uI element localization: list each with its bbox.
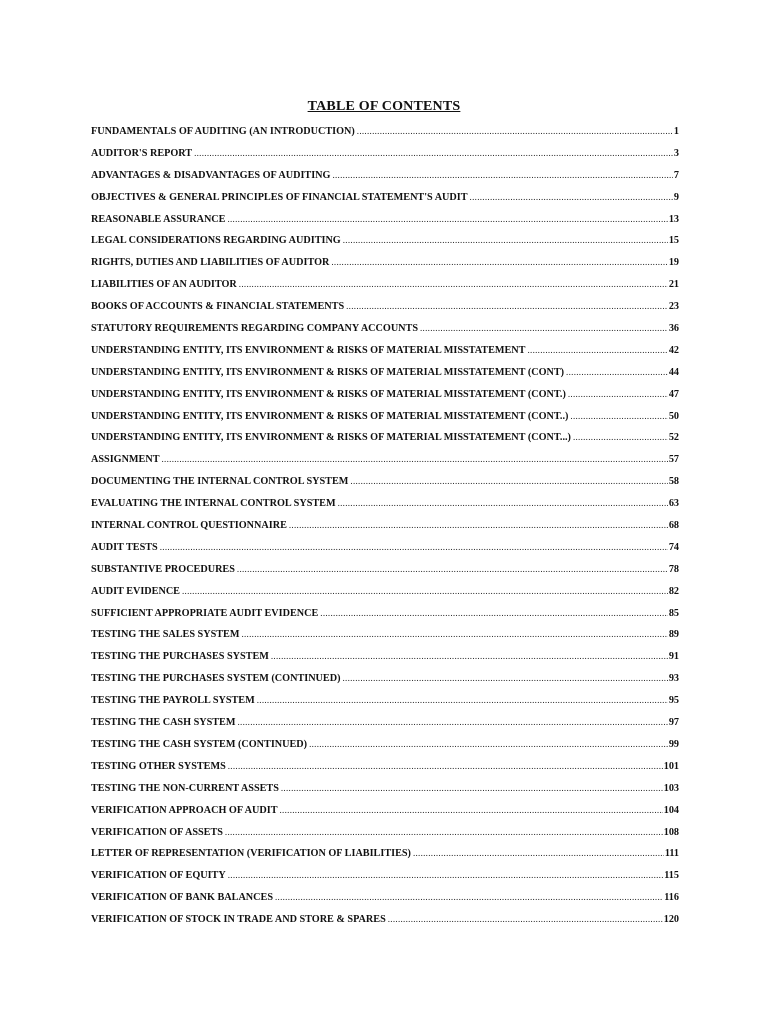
toc-entry-title: VERIFICATION OF STOCK IN TRADE AND STORE & SPARES <box>91 914 386 926</box>
toc-entry-page-number: 74 <box>668 541 679 553</box>
toc-entry-page-number: 13 <box>668 213 679 225</box>
toc-entry[interactable] <box>91 212 679 234</box>
toc-dot-leader <box>228 759 663 774</box>
toc-entry-title: VERIFICATION APPROACH OF AUDIT <box>91 804 278 816</box>
toc-entry-page-number: 99 <box>668 738 679 750</box>
toc-entry-page-number: 120 <box>663 914 679 926</box>
toc-entry[interactable] <box>91 868 679 890</box>
toc-entry-title: LIABILITIES OF AN AUDITOR <box>91 279 237 291</box>
toc-entry-title: UNDERSTANDING ENTITY, ITS ENVIRONMENT & RISKS OF MATERIAL MISSTATEMENT <box>91 344 526 356</box>
toc-entry-title: SUFFICIENT APPROPRIATE AUDIT EVIDENCE <box>91 607 319 619</box>
toc-entry-page-number: 50 <box>668 410 679 422</box>
toc-entry-page-number: 1 <box>673 126 679 137</box>
toc-entry-title: TESTING OTHER SYSTEMS <box>91 760 226 772</box>
toc-dot-leader <box>350 474 667 489</box>
toc-entry[interactable] <box>91 759 679 781</box>
toc-dot-leader <box>275 890 663 905</box>
toc-entry[interactable] <box>91 627 679 649</box>
toc-entry-page-number: 89 <box>668 629 679 641</box>
toc-entry[interactable] <box>91 715 679 737</box>
toc-entry-page-number: 93 <box>668 673 679 685</box>
toc-entry[interactable] <box>91 343 679 365</box>
toc-entry-title: DOCUMENTING THE INTERNAL CONTROL SYSTEM <box>91 476 349 488</box>
toc-entry-title: TESTING THE CASH SYSTEM (CONTINUED) <box>91 738 308 750</box>
toc-entry-title: UNDERSTANDING ENTITY, ITS ENVIRONMENT & RISKS OF MATERIAL MISSTATEMENT (CONT) <box>91 366 565 378</box>
toc-entry[interactable] <box>91 912 679 934</box>
toc-entry-title: EVALUATING THE INTERNAL CONTROL SYSTEM <box>91 498 336 510</box>
toc-entry-title: AUDIT EVIDENCE <box>91 585 180 597</box>
toc-entry[interactable] <box>91 584 679 606</box>
toc-entry[interactable] <box>91 430 679 452</box>
toc-dot-leader <box>566 365 668 380</box>
toc-entry-title: FUNDAMENTALS OF AUDITING (AN INTRODUCTION) <box>91 126 355 137</box>
toc-entry[interactable] <box>91 562 679 584</box>
toc-entry-page-number: 108 <box>663 826 679 838</box>
toc-entry-page-number: 63 <box>668 498 679 510</box>
toc-dot-leader <box>332 168 672 183</box>
toc-entry-page-number: 44 <box>668 366 679 378</box>
toc-dot-leader <box>331 255 667 270</box>
toc-entry[interactable] <box>91 803 679 825</box>
toc-dot-leader <box>309 737 668 752</box>
toc-entry-page-number: 91 <box>668 651 679 663</box>
toc-entry[interactable] <box>91 693 679 715</box>
toc-entry-title: TESTING THE PAYROLL SYSTEM <box>91 695 255 707</box>
toc-entry[interactable] <box>91 387 679 409</box>
toc-dot-leader <box>568 387 668 402</box>
toc-entry-page-number: 104 <box>663 804 679 816</box>
toc-entry[interactable] <box>91 540 679 562</box>
toc-entry[interactable] <box>91 255 679 277</box>
toc-entry-page-number: 36 <box>668 323 679 335</box>
toc-entry-title: INTERNAL CONTROL QUESTIONNAIRE <box>91 520 287 532</box>
toc-dot-leader <box>239 277 668 292</box>
toc-entry[interactable] <box>91 649 679 671</box>
toc-dot-leader <box>182 584 668 599</box>
toc-entry[interactable] <box>91 846 679 868</box>
toc-entry-title: TESTING THE SALES SYSTEM <box>91 629 240 641</box>
toc-list <box>91 124 679 934</box>
toc-entry-title: TESTING THE PURCHASES SYSTEM (CONTINUED) <box>91 673 341 685</box>
toc-dot-leader <box>342 671 667 686</box>
toc-entry-page-number: 21 <box>668 279 679 291</box>
toc-entry-title: ASSIGNMENT <box>91 454 160 466</box>
toc-entry-title: VERIFICATION OF BANK BALANCES <box>91 892 273 904</box>
toc-entry-title: TESTING THE NON-CURRENT ASSETS <box>91 782 279 794</box>
toc-dot-leader <box>160 540 668 555</box>
toc-entry-page-number: 52 <box>668 432 679 444</box>
toc-entry[interactable] <box>91 496 679 518</box>
toc-dot-leader <box>388 912 663 927</box>
page-title: TABLE OF CONTENTS <box>307 99 461 114</box>
toc-entry-page-number: 97 <box>668 717 679 729</box>
toc-entry-page-number: 23 <box>668 301 679 313</box>
toc-dot-leader <box>271 649 668 664</box>
toc-entry[interactable] <box>91 146 679 168</box>
toc-entry-page-number: 3 <box>673 147 679 159</box>
toc-entry[interactable] <box>91 518 679 540</box>
toc-dot-leader <box>570 409 667 424</box>
toc-entry-title: TESTING THE PURCHASES SYSTEM <box>91 651 269 663</box>
toc-dot-leader <box>420 321 668 336</box>
toc-entry-page-number: 101 <box>663 760 679 772</box>
toc-entry-page-number: 103 <box>663 782 679 794</box>
toc-entry[interactable] <box>91 124 679 146</box>
toc-entry-page-number: 7 <box>673 169 679 181</box>
toc-entry-title: LEGAL CONSIDERATIONS REGARDING AUDITING <box>91 235 341 247</box>
toc-dot-leader <box>257 693 668 708</box>
toc-entry[interactable] <box>91 671 679 693</box>
toc-entry-page-number: 15 <box>668 235 679 247</box>
toc-entry-page-number: 111 <box>664 848 679 860</box>
toc-entry-title: SUBSTANTIVE PROCEDURES <box>91 563 235 575</box>
toc-dot-leader <box>357 124 673 139</box>
toc-dot-leader <box>289 518 668 533</box>
toc-entry[interactable] <box>91 321 679 343</box>
toc-dot-leader <box>320 606 668 621</box>
toc-entry[interactable] <box>91 233 679 255</box>
toc-dot-leader <box>346 299 668 314</box>
toc-entry-page-number: 42 <box>668 344 679 356</box>
toc-dot-leader <box>241 627 667 642</box>
toc-entry[interactable] <box>91 452 679 474</box>
toc-entry[interactable] <box>91 190 679 212</box>
toc-entry-page-number: 68 <box>668 520 679 532</box>
toc-entry-title: TESTING THE CASH SYSTEM <box>91 717 236 729</box>
toc-dot-leader <box>225 825 663 840</box>
toc-entry[interactable] <box>91 606 679 628</box>
toc-entry-title: ADVANTAGES & DISADVANTAGES OF AUDITING <box>91 169 331 181</box>
toc-entry-title: REASONABLE ASSURANCE <box>91 213 226 225</box>
toc-dot-leader <box>338 496 668 511</box>
toc-dot-leader <box>413 846 664 861</box>
toc-entry[interactable] <box>91 168 679 190</box>
toc-entry[interactable] <box>91 365 679 387</box>
toc-entry-title: UNDERSTANDING ENTITY, ITS ENVIRONMENT & RISKS OF MATERIAL MISSTATEMENT (CONT...) <box>91 432 571 444</box>
toc-entry[interactable] <box>91 737 679 759</box>
toc-entry[interactable] <box>91 277 679 299</box>
toc-entry-page-number: 19 <box>668 257 679 269</box>
toc-dot-leader <box>527 343 667 358</box>
toc-entry-page-number: 85 <box>668 607 679 619</box>
toc-dot-leader <box>194 146 673 161</box>
toc-entry-title: BOOKS OF ACCOUNTS & FINANCIAL STATEMENTS <box>91 301 345 313</box>
toc-dot-leader <box>227 212 667 227</box>
toc-dot-leader <box>228 868 664 883</box>
toc-dot-leader <box>343 233 668 248</box>
toc-entry-title: UNDERSTANDING ENTITY, ITS ENVIRONMENT & RISKS OF MATERIAL MISSTATEMENT (CONT.) <box>91 388 566 400</box>
toc-dot-leader <box>281 781 663 796</box>
toc-entry-page-number: 9 <box>673 191 679 203</box>
toc-dot-leader <box>237 562 668 577</box>
toc-entry[interactable] <box>91 890 679 912</box>
toc-entry[interactable] <box>91 409 679 431</box>
toc-entry[interactable] <box>91 781 679 803</box>
toc-dot-leader <box>162 452 668 467</box>
toc-entry-page-number: 82 <box>668 585 679 597</box>
toc-dot-leader <box>237 715 667 730</box>
toc-entry-page-number: 95 <box>668 695 679 707</box>
toc-entry-title: STATUTORY REQUIREMENTS REGARDING COMPANY ACCOUNTS <box>91 323 418 335</box>
toc-entry-title: UNDERSTANDING ENTITY, ITS ENVIRONMENT & RISKS OF MATERIAL MISSTATEMENT (CONT..) <box>91 410 569 422</box>
toc-entry-title: LETTER OF REPRESENTATION (VERIFICATION OF LIABILITIES) <box>91 848 411 860</box>
toc-dot-leader <box>470 190 673 205</box>
toc-entry-title: VERIFICATION OF EQUITY <box>91 870 226 882</box>
toc-entry-title: AUDIT TESTS <box>91 541 158 553</box>
toc-entry-page-number: 47 <box>668 388 679 400</box>
toc-entry[interactable] <box>91 825 679 847</box>
toc-entry-page-number: 57 <box>668 454 679 466</box>
toc-dot-leader <box>573 430 668 445</box>
toc-entry[interactable] <box>91 299 679 321</box>
toc-entry[interactable] <box>91 474 679 496</box>
toc-entry-page-number: 58 <box>668 476 679 488</box>
toc-entry-title: RIGHTS, DUTIES AND LIABILITIES OF AUDITOR <box>91 257 330 269</box>
toc-entry-page-number: 78 <box>668 563 679 575</box>
toc-entry-page-number: 115 <box>664 870 679 882</box>
toc-dot-leader <box>280 803 663 818</box>
toc-entry-title: AUDITOR'S REPORT <box>91 147 193 159</box>
toc-entry-page-number: 116 <box>664 892 679 904</box>
toc-entry-title: OBJECTIVES & GENERAL PRINCIPLES OF FINANCIAL STATEMENT'S AUDIT <box>91 191 468 203</box>
toc-entry-title: VERIFICATION OF ASSETS <box>91 826 223 838</box>
